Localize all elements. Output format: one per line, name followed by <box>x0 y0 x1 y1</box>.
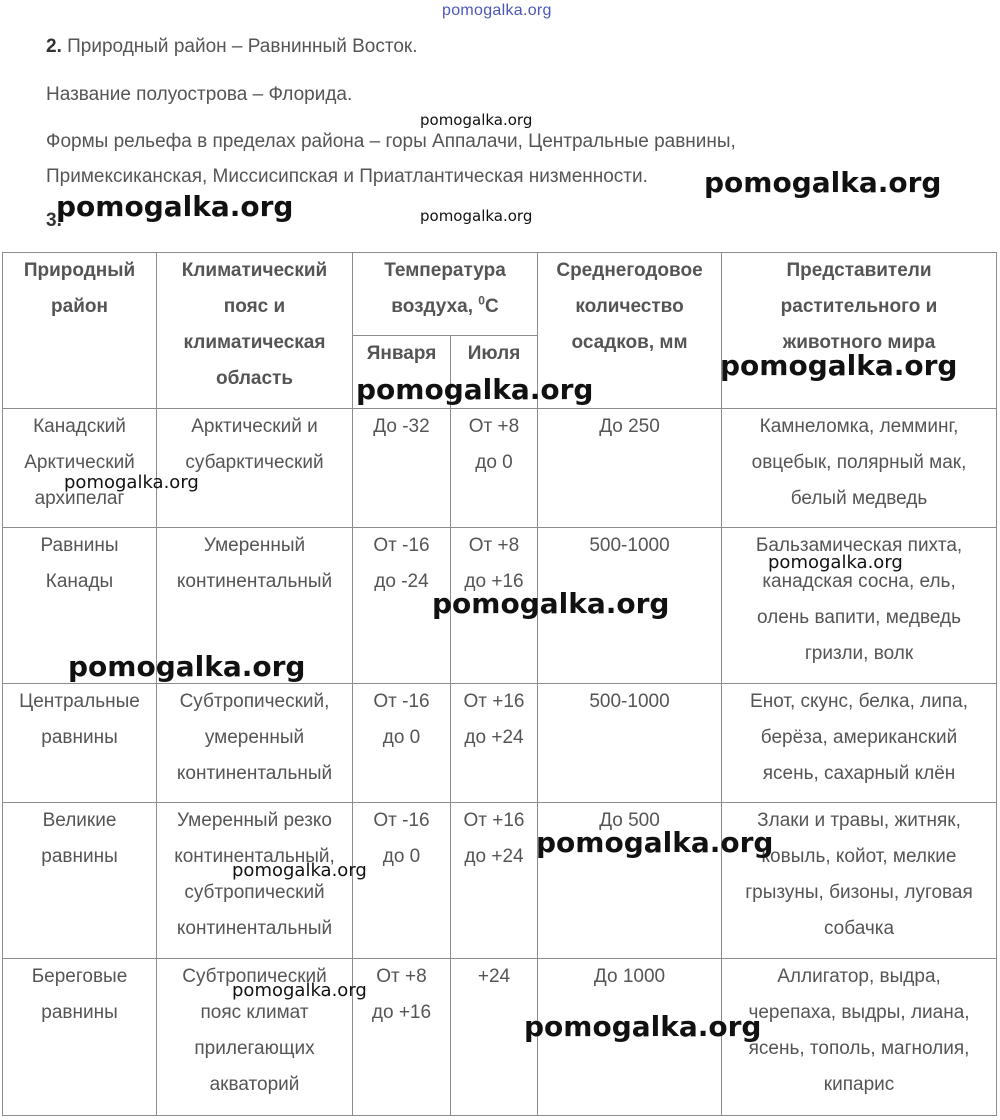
cell-line: От +8 <box>468 416 520 437</box>
cell-line: до 0 <box>382 727 421 749</box>
table-row <box>3 959 997 1116</box>
cell-line: Камнеломка, лемминг, <box>759 416 959 437</box>
header-line: Природный <box>23 260 136 281</box>
cell-line: акваторий <box>209 1074 300 1096</box>
cell-line: до +16 <box>464 570 524 592</box>
cell-line: равнины <box>41 1002 118 1024</box>
watermark: pomogalka.org <box>356 373 594 406</box>
cell-line: континентальный <box>176 763 333 785</box>
cell-line: Береговые <box>31 966 128 988</box>
cell-line: От +8 <box>468 534 520 556</box>
section2-line1 <box>46 36 417 58</box>
cell-line: До 250 <box>599 416 660 437</box>
header-line: область <box>215 368 294 389</box>
cell-line: До 500 <box>599 809 660 831</box>
header-line: животного мира <box>782 332 936 353</box>
header-temperature: Температура воздуха, $^0$C <box>353 253 538 336</box>
watermark: pomogalka.org <box>232 980 367 1001</box>
cell-line: До -32 <box>373 416 430 437</box>
header-line: Климатический <box>181 260 328 281</box>
cell-climate <box>157 684 353 803</box>
cell-line: до +24 <box>464 727 524 749</box>
cell-line: прилегающих <box>194 1038 315 1060</box>
cell-january <box>353 802 451 959</box>
cell-line: кипарис <box>823 1074 895 1096</box>
cell-line: Умеренный резко <box>176 809 333 831</box>
cell-january <box>353 409 451 528</box>
cell-precipitation <box>538 684 722 803</box>
cell-line: ясень, тополь, магнолия, <box>748 1038 970 1060</box>
site-header-link[interactable]: pomogalka.org <box>442 2 552 19</box>
cell-line: Аллигатор, выдра, <box>777 966 941 988</box>
table-row <box>3 684 997 803</box>
watermark: pomogalka.org <box>768 552 903 573</box>
cell-line: Канадский <box>33 416 126 437</box>
table-row <box>3 409 997 528</box>
cell-line: до -24 <box>374 570 429 592</box>
header-line: район <box>51 296 108 317</box>
cell-line: От +8 <box>376 966 427 988</box>
cell-line: равнины <box>41 845 118 867</box>
cell-line: От +16 <box>463 809 525 831</box>
cell-line: олень вапити, медведь <box>757 606 962 628</box>
header-line: климатическая <box>183 332 326 353</box>
cell-line: умеренный <box>204 727 305 749</box>
cell-line: От +16 <box>463 691 525 713</box>
cell-line: Умеренный <box>203 534 306 556</box>
cell-line: Субтропический, <box>179 691 330 713</box>
cell-line: Енот, скунс, белка, липа, <box>750 691 968 713</box>
watermark: pomogalka.org <box>720 349 958 382</box>
header-region <box>3 253 157 409</box>
cell-line: 500-1000 <box>589 534 670 556</box>
cell-july <box>451 802 538 959</box>
cell-line: черепаха, выдры, лиана, <box>748 1002 970 1024</box>
cell-line: Арктический и <box>191 416 318 437</box>
header-line: растительного и <box>780 296 938 317</box>
watermark: pomogalka.org <box>704 166 942 199</box>
cell-line: до 0 <box>382 845 421 867</box>
cell-region <box>3 802 157 959</box>
cell-line: берёза, американский <box>760 727 958 749</box>
watermark: pomogalka.org <box>56 190 294 223</box>
section2-line2: Название полуострова – Флорида. <box>46 84 353 105</box>
cell-line: грызуны, бизоны, луговая <box>745 881 973 903</box>
cell-climate <box>157 409 353 528</box>
cell-line: до 0 <box>475 452 513 473</box>
cell-line: Равнины <box>40 534 119 556</box>
cell-line: Бальзамическая пихта, <box>755 534 963 556</box>
header-line: осадков, мм <box>571 332 688 353</box>
watermark: pomogalka.org <box>432 587 670 620</box>
watermark: pomogalka.org <box>232 860 367 881</box>
watermark: pomogalka.org <box>64 472 199 493</box>
cell-line: Субтропический <box>182 966 327 988</box>
cell-line: до +24 <box>464 845 524 867</box>
watermark: pomogalka.org <box>524 1010 762 1043</box>
header-line: Среднегодовое <box>556 260 703 281</box>
header-climate <box>157 253 353 409</box>
header-line: пояс и <box>223 296 286 317</box>
cell-line: До 1000 <box>593 966 666 988</box>
cell-line: до +16 <box>371 1002 432 1024</box>
header-line: Представители <box>786 260 932 281</box>
cell-precipitation <box>538 409 722 528</box>
table-row <box>3 802 997 959</box>
cell-line: субарктический <box>185 452 324 473</box>
section2-number: 2. <box>46 36 62 57</box>
header-line: количество <box>575 296 684 317</box>
cell-region <box>3 959 157 1116</box>
cell-line: гризли, волк <box>804 642 914 664</box>
cell-line: Арктический <box>24 452 135 473</box>
watermark: pomogalka.org <box>536 826 774 859</box>
section2-line3: Формы рельефа в пределах района – горы Аппалачи, Центральные равнины, <box>46 131 736 152</box>
cell-line: Великие <box>42 809 117 831</box>
header-biota <box>722 253 997 409</box>
cell-line: континентальный <box>176 917 333 939</box>
cell-line: субтропический <box>184 881 325 903</box>
cell-line: От -16 <box>373 691 430 713</box>
watermark: pomogalka.org <box>420 111 533 129</box>
cell-july <box>451 409 538 528</box>
watermark: pomogalka.org <box>68 650 306 683</box>
cell-line: От -16 <box>373 534 430 556</box>
cell-line: пояс климат <box>200 1002 309 1024</box>
cell-line: белый медведь <box>790 488 928 509</box>
cell-line: континентальный <box>176 570 333 592</box>
cell-line: Канады <box>45 570 114 592</box>
cell-line: +24 <box>477 966 511 988</box>
cell-line: ковыль, койот, мелкие <box>761 845 957 867</box>
cell-biota <box>722 959 997 1116</box>
section3-number: 3. <box>46 210 62 231</box>
cell-line: ясень, сахарный клён <box>762 763 956 785</box>
cell-biota <box>722 684 997 803</box>
cell-line: канадская сосна, ель, <box>762 570 956 592</box>
watermark: pomogalka.org <box>420 207 533 225</box>
cell-line: овцебык, полярный мак, <box>751 452 967 473</box>
cell-january <box>353 684 451 803</box>
cell-july <box>451 684 538 803</box>
header-july: Июля <box>451 336 538 409</box>
cell-line: 500-1000 <box>589 691 670 713</box>
cell-region <box>3 409 157 528</box>
cell-line: Злаки и травы, житняк, <box>757 809 961 831</box>
table-header-row <box>3 253 997 336</box>
cell-line: архипелаг <box>34 488 125 509</box>
cell-line: собачка <box>823 917 895 939</box>
cell-biota <box>722 527 997 684</box>
cell-line: равнины <box>41 727 118 749</box>
cell-region <box>3 684 157 803</box>
section2-line4: Примексиканская, Миссисипская и Приатлантическая низменности. <box>46 166 648 187</box>
natural-region-text: Природный район – Равнинный Восток. <box>67 36 418 57</box>
cell-line: От -16 <box>373 809 430 831</box>
cell-biota <box>722 409 997 528</box>
cell-january <box>353 959 451 1116</box>
cell-line: Центральные <box>19 691 140 713</box>
header-january: Января <box>353 336 451 409</box>
cell-line: континентальный, <box>174 845 335 867</box>
